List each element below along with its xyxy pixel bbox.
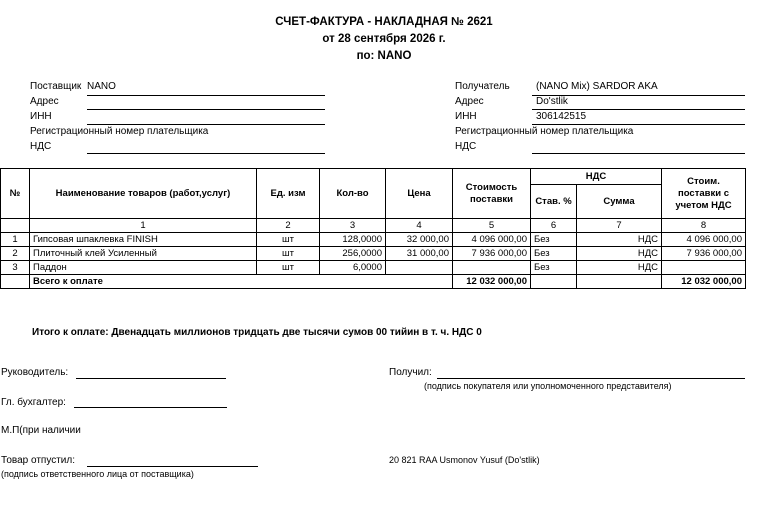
col-number-blank	[1, 219, 30, 233]
row-rate: Без	[531, 233, 577, 247]
row-price	[386, 261, 453, 275]
row-total	[662, 261, 746, 275]
table-row	[1, 233, 746, 247]
supplier-address-label: Адрес	[30, 96, 59, 107]
col-number: 4	[386, 219, 453, 233]
recipient-address: Do'stlik	[536, 96, 568, 107]
total-row-blank	[1, 275, 30, 289]
recipient-label: Получатель	[455, 81, 510, 92]
total-rate-blank	[531, 275, 577, 289]
table-row	[1, 247, 746, 261]
supplier-nds-line	[87, 153, 325, 154]
row-unit: шт	[257, 247, 320, 261]
header-no: №	[1, 169, 30, 219]
row-name: Плиточный клей Усиленный	[30, 247, 257, 261]
row-unit: шт	[257, 233, 320, 247]
header-price: Цена	[386, 169, 453, 219]
supplier-inn-label: ИНН	[30, 111, 52, 122]
row-no: 2	[1, 247, 30, 261]
row-sum: НДС	[577, 247, 662, 261]
supplier-address-line	[87, 109, 325, 110]
header-name: Наименование товаров (работ,услуг)	[30, 169, 257, 219]
released-note: (подпись ответственного лица от поставщика)	[1, 469, 194, 479]
recipient-name: (NANO Mix) SARDOR AKA	[536, 81, 658, 92]
col-number: 6	[531, 219, 577, 233]
row-total: 7 936 000,00	[662, 247, 746, 261]
released-signature-line	[87, 466, 258, 467]
header-qty: Кол-во	[320, 169, 386, 219]
row-cost: 4 096 000,00	[453, 233, 531, 247]
total-cost: 12 032 000,00	[453, 275, 531, 289]
row-no: 3	[1, 261, 30, 275]
received-note: (подпись покупателя или уполномоченного представителя)	[424, 381, 672, 391]
recipient-address-line	[532, 109, 745, 110]
recipient-nds-label: НДС	[455, 141, 477, 152]
row-no: 1	[1, 233, 30, 247]
amount-in-words: Итого к оплате: Двенадцать миллионов тридцать две тысячи сумов 00 тийин в т. ч. НДС 0	[32, 327, 482, 338]
accountant-label: Гл. бухгалтер:	[1, 397, 66, 408]
row-cost: 7 936 000,00	[453, 247, 531, 261]
supplier-inn-line	[87, 124, 325, 125]
row-qty: 6,0000	[320, 261, 386, 275]
document-date: от 28 сентября 2026 г.	[322, 33, 446, 45]
col-number: 1	[30, 219, 257, 233]
document-po: по: NANO	[356, 50, 412, 62]
row-rate: Без	[531, 261, 577, 275]
supplier-name-line	[87, 95, 325, 96]
row-price: 31 000,00	[386, 247, 453, 261]
row-rate: Без	[531, 247, 577, 261]
power-of-attorney: 20 821 RAA Usmonov Yusuf (Do'stlik)	[389, 455, 540, 465]
col-number: 7	[577, 219, 662, 233]
total-sum-blank	[577, 275, 662, 289]
row-qty: 256,0000	[320, 247, 386, 261]
row-unit: шт	[257, 261, 320, 275]
row-price: 32 000,00	[386, 233, 453, 247]
director-label: Руководитель:	[1, 367, 69, 378]
col-number: 8	[662, 219, 746, 233]
total-label: Всего к оплате	[30, 275, 453, 289]
col-number: 5	[453, 219, 531, 233]
total-row	[1, 275, 746, 289]
col-number: 2	[257, 219, 320, 233]
recipient-inn-label: ИНН	[455, 111, 477, 122]
recipient-inn-line	[532, 124, 745, 125]
recipient-reg-label: Регистрационный номер плательщика	[455, 126, 634, 137]
recipient-inn: 306142515	[536, 111, 587, 122]
col-number: 3	[320, 219, 386, 233]
received-signature-line	[437, 378, 745, 379]
director-signature-line	[76, 378, 226, 379]
header-sum: Сумма	[577, 185, 662, 219]
row-name: Гипсовая шпаклевка FINISH	[30, 233, 257, 247]
supplier-label: Поставщик	[30, 81, 82, 92]
total-amount: 12 032 000,00	[662, 275, 746, 289]
header-nds: НДС	[531, 169, 662, 185]
table-row	[1, 261, 746, 275]
header-total: Стоим. поставки с учетом НДС	[662, 169, 746, 219]
supplier-name: NANO	[87, 81, 116, 92]
row-qty: 128,0000	[320, 233, 386, 247]
recipient-nds-line	[532, 153, 745, 154]
supplier-nds-label: НДС	[30, 141, 52, 152]
header-unit: Ед. изм	[257, 169, 320, 219]
header-rate: Став. %	[531, 185, 577, 219]
row-name: Паддон	[30, 261, 257, 275]
document-title: СЧЕТ-ФАКТУРА - НАКЛАДНАЯ № 2621	[275, 16, 493, 28]
recipient-address-label: Адрес	[455, 96, 484, 107]
supplier-reg-label: Регистрационный номер плательщика	[30, 126, 209, 137]
row-sum: НДС	[577, 233, 662, 247]
row-cost	[453, 261, 531, 275]
accountant-signature-line	[74, 407, 227, 408]
header-cost: Стоимость поставки	[453, 169, 531, 219]
row-total: 4 096 000,00	[662, 233, 746, 247]
stamp-label: М.П(при наличии	[1, 425, 81, 436]
row-sum: НДС	[577, 261, 662, 275]
released-label: Товар отпустил:	[1, 455, 75, 466]
invoice-table	[0, 168, 746, 289]
received-label: Получил:	[389, 367, 432, 378]
